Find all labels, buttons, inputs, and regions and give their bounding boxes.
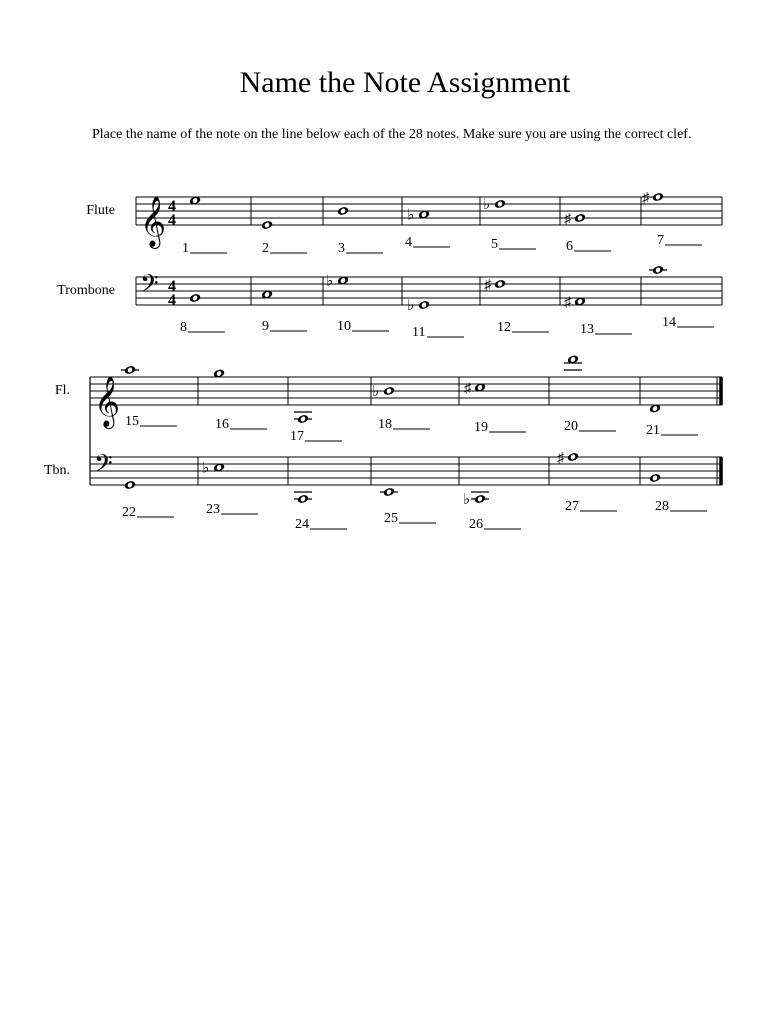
staff-tbn [44,451,722,532]
note-number-16: 16 [215,417,229,432]
note-22 [124,480,136,490]
flat-icon: ♭ [463,492,471,508]
system-2 [44,354,722,532]
note-number-27: 27 [565,499,579,514]
treble-clef-icon: 𝄞 [94,377,121,426]
note-number-24: 24 [295,517,309,532]
flat-icon: ♭ [372,384,380,400]
note-number-21: 21 [646,423,660,438]
note-number-17: 17 [290,429,304,444]
bass-clef-icon: 𝄢 [140,271,159,303]
note-4 [407,208,430,224]
note-number-23: 23 [206,502,220,517]
note-28 [649,473,661,483]
note-17 [294,412,312,424]
note-number-10: 10 [337,319,351,334]
note-number-13: 13 [580,322,594,337]
time-signature-bottom: 4 [168,212,176,229]
note-number-8: 8 [180,320,187,335]
note-11 [407,298,430,314]
sharp-icon: ♯ [564,295,571,311]
note-number-6: 6 [566,239,573,254]
instrument-name: Flute [86,203,115,218]
flat-icon: ♭ [483,197,491,213]
note-number-25: 25 [384,511,398,526]
note-number-3: 3 [338,241,345,256]
note-number-28: 28 [655,499,669,514]
time-signature-top: 4 [168,198,176,215]
sharp-icon: ♯ [557,451,564,466]
instructions: Place the name of the note on the line below each of the 28 notes. Make sure you are using the correct clef. [92,127,692,142]
system-1 [57,191,722,340]
note-15 [121,365,139,375]
treble-clef-icon: 𝄞 [140,197,167,246]
page-title: Name the Note Assignment [239,66,571,99]
flat-icon: ♭ [407,207,415,224]
staff-trombone [57,265,722,340]
note-number-5: 5 [491,237,498,252]
note-26 [463,492,489,508]
note-number-15: 15 [125,414,139,429]
instrument-name: Trombone [57,283,115,298]
note-number-22: 22 [122,505,136,520]
note-number-11: 11 [412,325,426,340]
note-14 [649,265,667,275]
sharp-icon: ♯ [484,278,491,293]
time-signature-top: 4 [168,278,176,295]
note-number-1: 1 [182,241,189,256]
sharp-icon: ♯ [464,381,471,397]
note-10 [326,274,349,290]
sharp-icon: ♯ [564,212,571,227]
note-3 [337,206,349,216]
staff-flute [86,191,722,256]
note-number-20: 20 [564,419,578,434]
note-24 [294,492,312,504]
note-number-26: 26 [469,517,483,532]
staff-fl [55,354,722,444]
note-number-12: 12 [497,320,511,335]
note-8 [189,293,201,303]
note-23 [202,461,225,477]
flat-icon: ♭ [407,298,415,314]
note-number-4: 4 [405,235,412,250]
note-number-2: 2 [262,241,269,256]
note-2 [261,220,273,230]
flat-icon: ♭ [326,273,334,290]
note-number-19: 19 [474,420,488,435]
note-25 [380,487,398,497]
sharp-icon: ♯ [642,191,649,206]
note-number-9: 9 [262,319,269,334]
time-signature-bottom: 4 [168,292,176,309]
note-number-18: 18 [378,417,392,432]
note-20 [564,354,582,370]
flat-icon: ♭ [202,460,210,477]
bass-clef-icon: 𝄢 [94,451,113,483]
instrument-name: Tbn. [43,463,70,478]
note-number-14: 14 [662,315,676,330]
note-number-7: 7 [657,233,664,248]
instrument-name: Fl. [54,383,70,398]
